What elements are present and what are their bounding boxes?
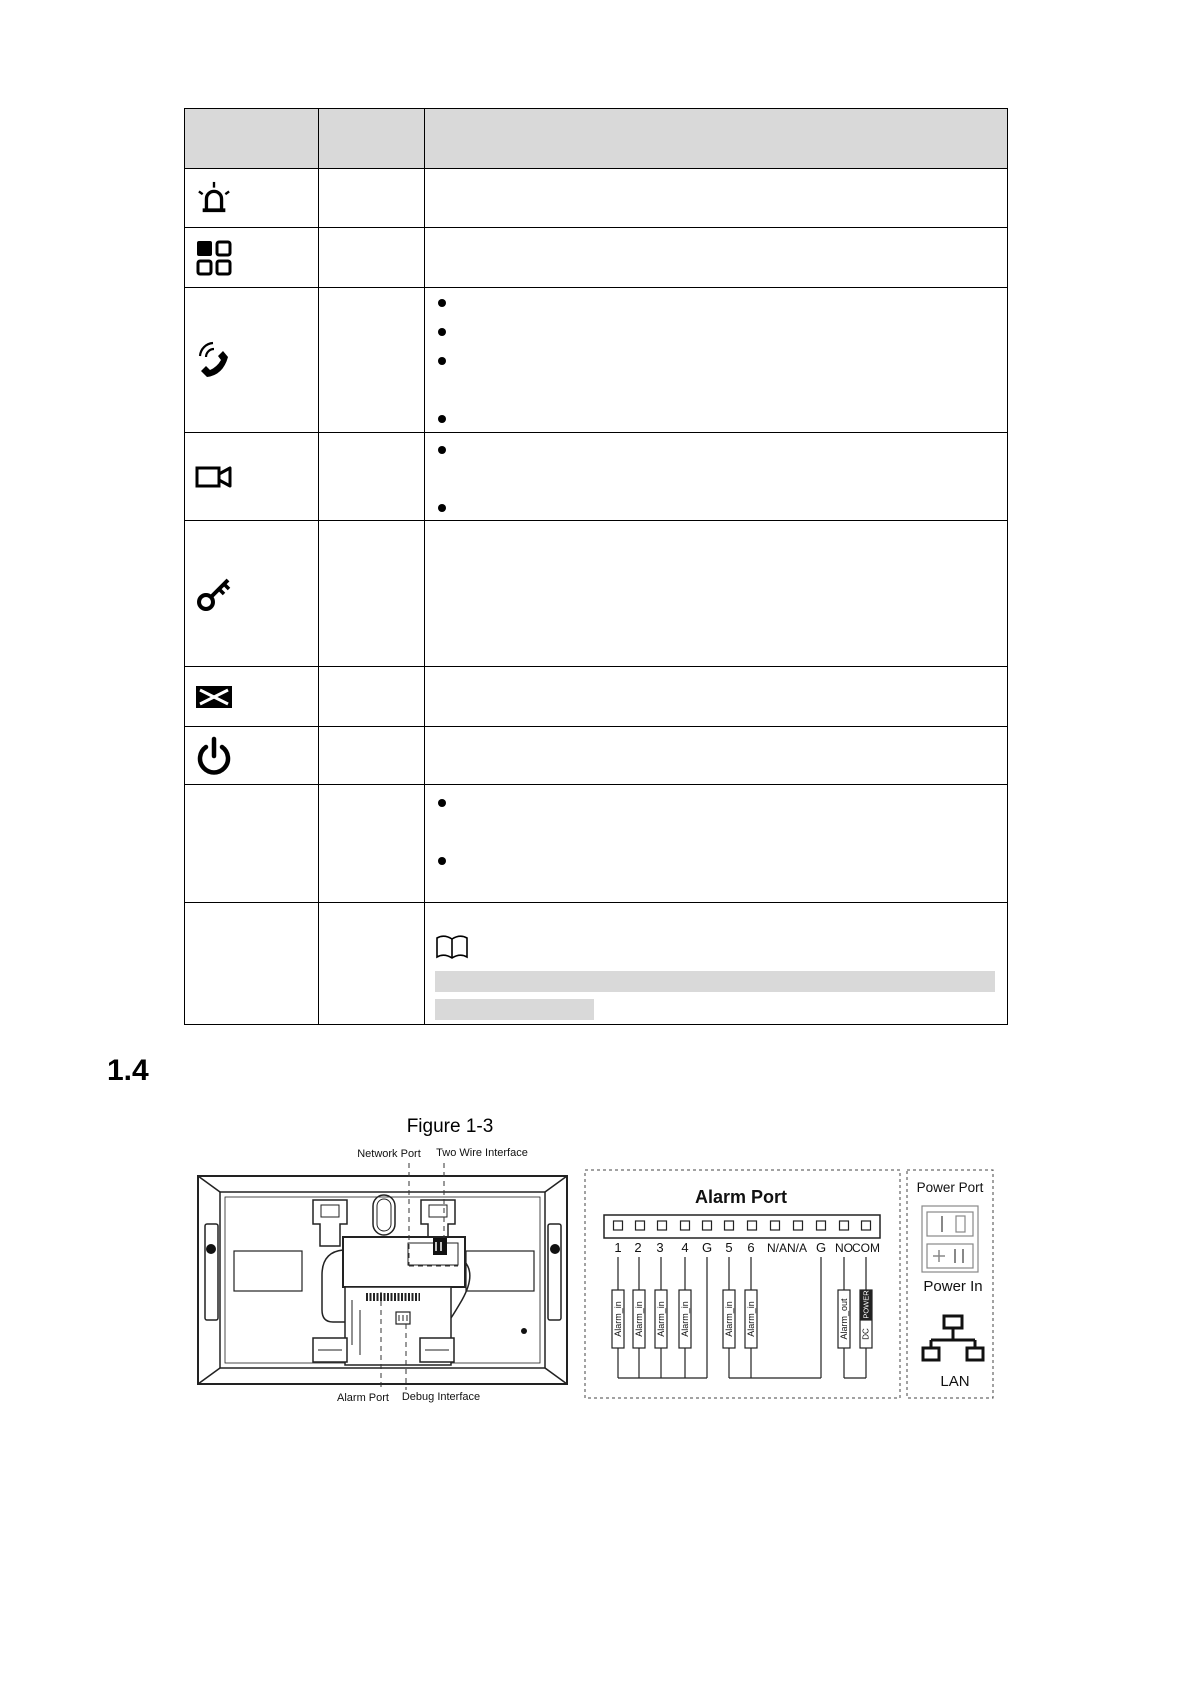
wire-label: Alarm_out bbox=[839, 1298, 849, 1340]
indicator-dot bbox=[521, 1328, 527, 1334]
terminal-label: 1 bbox=[614, 1240, 622, 1255]
wire-labels bbox=[613, 1290, 871, 1340]
phone-call-icon bbox=[195, 341, 233, 379]
connector-housing bbox=[922, 1206, 978, 1272]
bullet bbox=[438, 504, 446, 512]
wire-label: Alarm_in bbox=[724, 1301, 734, 1337]
table-cell-icon bbox=[185, 433, 319, 521]
debug-interface-label: Debug Interface bbox=[401, 1391, 481, 1403]
video-camera-icon bbox=[195, 462, 233, 492]
table-row bbox=[185, 727, 1008, 785]
wire-label: Alarm_in bbox=[613, 1301, 623, 1337]
terminal-label: G bbox=[815, 1240, 827, 1255]
power-in-label: Power In bbox=[923, 1278, 983, 1295]
left-side-slot bbox=[205, 1224, 218, 1320]
terminal-label: 6 bbox=[747, 1240, 755, 1255]
lan-icon bbox=[923, 1316, 983, 1360]
table-cell bbox=[425, 169, 1008, 228]
wire-label-dc: DC bbox=[861, 1328, 871, 1340]
table-row bbox=[185, 169, 1008, 228]
signal-arc bbox=[206, 349, 214, 357]
key-icon bbox=[195, 575, 233, 613]
alarm-dome bbox=[206, 191, 221, 209]
terminal-block bbox=[604, 1215, 880, 1238]
table-cell bbox=[319, 288, 425, 433]
right-side-slot bbox=[548, 1224, 561, 1320]
icon-spec-table bbox=[184, 108, 1008, 1025]
terminal-square bbox=[748, 1221, 757, 1230]
terminal-label: COM bbox=[852, 1241, 880, 1255]
redacted-note-line bbox=[435, 999, 594, 1020]
table-cell-icon bbox=[185, 288, 319, 433]
table-row bbox=[185, 903, 1008, 1025]
table-cell bbox=[185, 785, 319, 903]
grid-tile bbox=[217, 261, 230, 274]
table-row bbox=[185, 521, 1008, 667]
table-header-row bbox=[185, 109, 1008, 169]
table-cell bbox=[319, 727, 425, 785]
table-cell-icon bbox=[185, 228, 319, 288]
right-screw-dot bbox=[550, 1244, 560, 1254]
network-port-label: Network Port bbox=[357, 1148, 421, 1160]
table-cell bbox=[319, 521, 425, 667]
wire-label: Alarm_in bbox=[746, 1301, 756, 1337]
key-tooth bbox=[224, 584, 229, 589]
table-header-cell bbox=[185, 109, 319, 169]
grid-tile bbox=[217, 242, 230, 255]
wire-label-power: POWER bbox=[861, 1290, 871, 1319]
bullet bbox=[438, 857, 446, 865]
table-cell-icon bbox=[185, 667, 319, 727]
terminal-label: N/AN/A bbox=[766, 1241, 808, 1255]
table-cell bbox=[425, 521, 1008, 667]
phone-handset bbox=[201, 351, 228, 377]
terminal-label: 3 bbox=[656, 1240, 664, 1255]
terminal-square bbox=[658, 1221, 667, 1230]
redacted-note-line bbox=[435, 971, 995, 992]
lan-node-top bbox=[944, 1316, 962, 1328]
apps-grid-icon bbox=[195, 239, 233, 277]
terminal-square bbox=[636, 1221, 645, 1230]
two-wire-interface-label: Two Wire Interface bbox=[436, 1147, 528, 1159]
figure-caption: Figure 1-3 bbox=[406, 1116, 494, 1137]
envelope-icon bbox=[195, 684, 233, 710]
key-tooth bbox=[219, 589, 224, 594]
terminal-square bbox=[703, 1221, 712, 1230]
terminal-square bbox=[681, 1221, 690, 1230]
power-port-title: Power Port bbox=[916, 1180, 984, 1195]
table-cell bbox=[425, 288, 1008, 433]
table-row bbox=[185, 228, 1008, 288]
connector-socket bbox=[927, 1212, 973, 1236]
power-icon bbox=[195, 736, 233, 776]
socket-pin bbox=[956, 1216, 965, 1232]
terminal-square bbox=[862, 1221, 871, 1230]
terminal-square bbox=[840, 1221, 849, 1230]
terminal-square bbox=[614, 1221, 623, 1230]
camera-body bbox=[197, 468, 219, 486]
power-connector-icon bbox=[922, 1206, 978, 1272]
bullet bbox=[438, 357, 446, 365]
grid-tile-filled bbox=[197, 241, 212, 256]
alarm-port-title: Alarm Port bbox=[694, 1187, 788, 1207]
terminal-label: NO bbox=[835, 1241, 853, 1255]
wire-label: Alarm_in bbox=[680, 1301, 690, 1337]
table-cell-note bbox=[425, 903, 1008, 1025]
bullet bbox=[438, 328, 446, 336]
device-rear-view bbox=[198, 1163, 567, 1390]
table-cell bbox=[319, 785, 425, 903]
book-note-icon bbox=[435, 933, 469, 961]
left-screw-dot bbox=[206, 1244, 216, 1254]
bullet bbox=[438, 799, 446, 807]
alarm-ray bbox=[225, 191, 229, 194]
terminal-square bbox=[817, 1221, 826, 1230]
grid-tile bbox=[198, 261, 211, 274]
table-cell-icon bbox=[185, 169, 319, 228]
two-wire-connector bbox=[433, 1238, 447, 1255]
table-cell bbox=[185, 903, 319, 1025]
table-cell bbox=[425, 785, 1008, 903]
table-cell bbox=[425, 433, 1008, 521]
table-cell bbox=[319, 903, 425, 1025]
alarm-light-icon bbox=[195, 181, 233, 215]
terminal-square bbox=[725, 1221, 734, 1230]
alarm-ray bbox=[199, 191, 203, 194]
alarm-port-label: Alarm Port bbox=[337, 1392, 389, 1404]
terminal-labels bbox=[614, 1240, 880, 1255]
wire-label: Alarm_in bbox=[634, 1301, 644, 1337]
rear-panel-figure bbox=[0, 1140, 1191, 1415]
table-cell-icon bbox=[185, 521, 319, 667]
table-cell bbox=[319, 667, 425, 727]
table-cell bbox=[319, 433, 425, 521]
lan-node-right bbox=[967, 1348, 983, 1360]
bullet bbox=[438, 446, 446, 454]
lan-node-left bbox=[923, 1348, 939, 1360]
wire-label-boxes bbox=[612, 1290, 872, 1348]
lan-label: LAN bbox=[940, 1373, 970, 1390]
table-cell bbox=[319, 228, 425, 288]
terminal-square bbox=[794, 1221, 803, 1230]
bullet bbox=[438, 299, 446, 307]
terminal-squares bbox=[614, 1221, 871, 1230]
wire-label: Alarm_in bbox=[656, 1301, 666, 1337]
table-row bbox=[185, 785, 1008, 903]
key-ring bbox=[199, 595, 213, 609]
table-row bbox=[185, 288, 1008, 433]
terminal-label: G bbox=[701, 1240, 713, 1255]
terminal-label: 2 bbox=[634, 1240, 642, 1255]
table-row bbox=[185, 433, 1008, 521]
table-cell bbox=[425, 228, 1008, 288]
table-cell-icon bbox=[185, 727, 319, 785]
table-header-cell bbox=[319, 109, 425, 169]
table-header-cell bbox=[425, 109, 1008, 169]
table-cell bbox=[425, 667, 1008, 727]
bullet bbox=[438, 415, 446, 423]
terminal-label: 5 bbox=[725, 1240, 733, 1255]
table-cell bbox=[319, 169, 425, 228]
table-row bbox=[185, 667, 1008, 727]
camera-lens bbox=[219, 468, 230, 486]
table-cell bbox=[425, 727, 1008, 785]
terminal-square bbox=[771, 1221, 780, 1230]
terminal-label: 4 bbox=[681, 1240, 689, 1255]
section-number: 1.4 bbox=[107, 1054, 149, 1087]
